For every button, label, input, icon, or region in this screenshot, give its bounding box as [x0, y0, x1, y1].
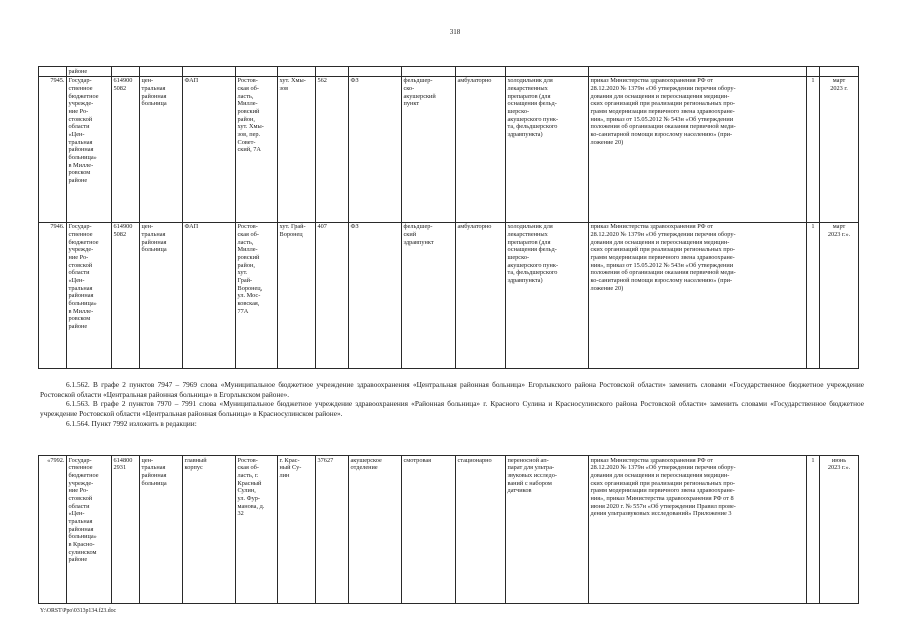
page-number: 318 — [449, 28, 461, 36]
row-number-cell: «7992. — [39, 456, 67, 604]
subdivision-cell: цен- тральная районная больница — [140, 76, 183, 222]
address-cell: Ростов- ская об- ласть, Милле- ровский район, хут. Грай- Воронец, ул. Мос- ковская, 77А — [236, 222, 278, 368]
register-table-bottom — [38, 455, 859, 604]
org-cell: Государ- ственное бюджетное учрежде- ние Ро- стовской области «Цен- тральная районная больница» в Милле- ровском районе — [67, 222, 112, 368]
oktmo-cell: 37627 — [316, 456, 349, 604]
quantity-cell: 1 — [807, 222, 820, 368]
type-cell: ФЗ — [349, 222, 402, 368]
care-cell: стационарно — [456, 456, 506, 604]
oktmo-cell: 407 — [316, 222, 349, 368]
basis-cell: приказ Министерства здравоохранения РФ от 28.12.2020 № 1379н «Об утверждении перечня обору- дования для оснащения и переоснащения медицин- ских организаций при реализации региональных про- грамм модернизации первичного звена здравоохране- ния», приказ Министерства здравоохранения РФ от 8 июня 2020 г. № 557н «Об утверждении Правил прове- дения ультразвуковых исследований» Приложение 3 — [589, 456, 807, 604]
table-row — [39, 222, 859, 368]
code-cell: 614900 5082 — [112, 76, 140, 222]
row-number-cell: 7946. — [39, 222, 67, 368]
date-cell: июнь 2023 г.». — [820, 456, 859, 604]
subdivision-cell: цен- тральная районная больница — [140, 456, 183, 604]
date-cell: март 2023 г. — [820, 76, 859, 222]
address-cell: Ростов- ская об- ласть, г. Красный Сулин, ул. Фур- манова, д. 32 — [236, 456, 278, 604]
paragraph-6-1-563: 6.1.563. В графе 2 пунктов 7970 – 7991 слова «Муниципальное бюджетное учреждение здравоохранения «Районная больница» г. Красного Сулина и Красносулинского района Ростовской области» заменить словами «Государственное бюджетное учреждение Ростовской области «Центральная районная больница» в Красносулинском районе». — [40, 399, 864, 418]
paragraph-6-1-562: 6.1.562. В графе 2 пунктов 7947 – 7969 слова «Муниципальное бюджетное учреждение здравоохранения «Центральная районная больница» Егорлыкского района Ростовской области» заменить словами «Государственное бюджетное учреждение Ростовской области «Центральная районная больница» в Егорлыкском районе». — [40, 380, 864, 399]
care-cell: амбулаторно — [456, 222, 506, 368]
form-cell: фельдшер- ско- акушерский пункт — [402, 76, 456, 222]
register-table-top — [38, 66, 859, 369]
file-path-footer: Y:\ORST\Ppo\0313p134.f23.doc — [40, 608, 117, 614]
form-cell: смотровая — [402, 456, 456, 604]
settlement-cell: хут. Грай- Воронец — [278, 222, 316, 368]
table-row — [39, 76, 859, 222]
table-continuation-row — [39, 67, 859, 77]
org-cell: Государ- ственное бюджетное учрежде- ние Ро- стовской области «Цен- тральная районная больница» в Красно- сулинском районе — [67, 456, 112, 604]
subdivision-cell: цен- тральная районная больница — [140, 222, 183, 368]
org-cell: районе — [67, 67, 112, 77]
address-cell: Ростов- ская об- ласть, Милле- ровский район, хут. Хмы- зов, пер. Совет- ский, 7А — [236, 76, 278, 222]
date-cell: март 2023 г.». — [820, 222, 859, 368]
type-cell: акушерское отделение — [349, 456, 402, 604]
care-cell: амбулаторно — [456, 76, 506, 222]
code-cell: 614900 5082 — [112, 222, 140, 368]
amendment-paragraphs — [40, 380, 864, 428]
unit-cell: ФАП — [183, 76, 236, 222]
row-number-cell: 7945. — [39, 76, 67, 222]
paragraph-6-1-564: 6.1.564. Пункт 7992 изложить в редакции: — [66, 418, 197, 428]
basis-cell: приказ Министерства здравоохранения РФ от 28.12.2020 № 1379н «Об утверждении перечня обору- дования для оснащения и переоснащения медицин- ских организаций при реализации региональных про- грамм модернизации первичного звена здравоохране- ния», приказ от 15.05.2012 № 543н «Об утверждении положения об организации оказания первичной меди- ко-санитарной помощи взрослому населению» (при- ложение 20) — [589, 222, 807, 368]
form-cell: фельдшер- ский здравпункт — [402, 222, 456, 368]
type-cell: ФЗ — [349, 76, 402, 222]
basis-cell: приказ Министерства здравоохранения РФ от 28.12.2020 № 1379н «Об утверждении перечня обору- дования для оснащения и переоснащения медицин- ских организаций при реализации региональных про- грамм модернизации первичного звена здравоохране- ния», приказ от 15.05.2012 № 543н «Об утверждении положения об организации оказания первичной меди- ко-санитарной помощи взрослому населению» (при- ложение 20) — [589, 76, 807, 222]
settlement-cell: хут. Хмы- зов — [278, 76, 316, 222]
org-cell: Государ- ственное бюджетное учрежде- ние Ро- стовской области «Цен- тральная районная больница» в Милле- ровском районе — [67, 76, 112, 222]
unit-cell: ФАП — [183, 222, 236, 368]
equipment-cell: холодильник для лекарственных препаратов (для оснащения фельд- шерско- акушерского пунк- та, фельдшерского здравпункта) — [506, 76, 589, 222]
table-row — [39, 456, 859, 604]
unit-cell: главный корпус — [183, 456, 236, 604]
code-cell: 614800 2931 — [112, 456, 140, 604]
quantity-cell: 1 — [807, 456, 820, 604]
equipment-cell: холодильник для лекарственных препаратов (для оснащения фельд- шерско- акушерского пунк- та, фельдшерского здравпункта) — [506, 222, 589, 368]
settlement-cell: г. Крас- ный Су- лин — [278, 456, 316, 604]
equipment-cell: переносной ап- парат для ультра- звуковых исследо- ваний с набором датчиков — [506, 456, 589, 604]
quantity-cell: 1 — [807, 76, 820, 222]
oktmo-cell: 562 — [316, 76, 349, 222]
